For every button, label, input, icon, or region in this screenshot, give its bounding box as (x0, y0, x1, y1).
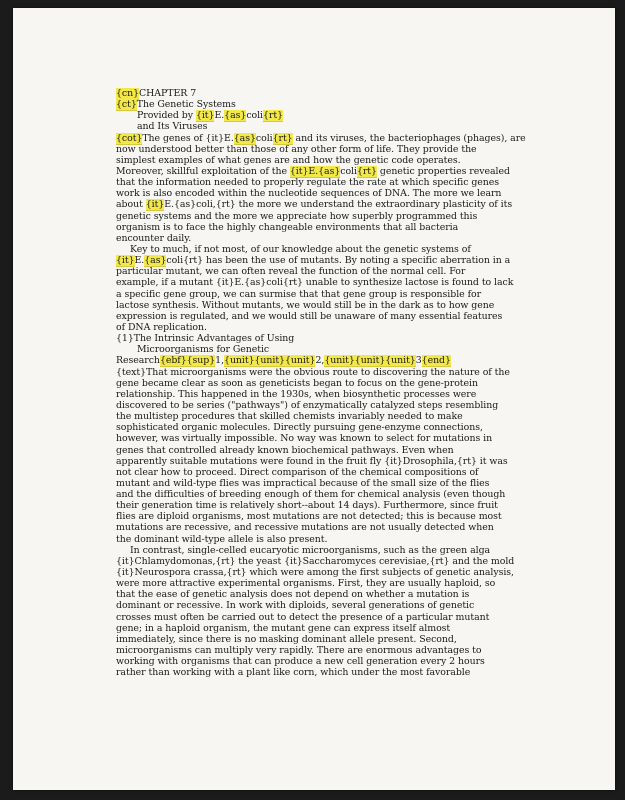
paragraph-line: Key to much, if not most, of our knowledge about the genetic systems of (130, 243, 471, 255)
text-run: E.{as}coli,{rt} the more we understand the extraordinary plasticity of its (164, 199, 513, 211)
paragraph-line: of DNA replication. (116, 321, 207, 333)
text-run: coli{rt} has been the use of mutants. By noting a specific aberration in a (166, 255, 511, 267)
paragraph-line: not clear how to proceed. Direct comparison of the chemical compositions of (116, 466, 479, 478)
paragraph-line: were more attractive experimental organisms. First, they are usually haploid, so (116, 578, 496, 590)
text-run: coli (340, 165, 357, 177)
paragraph-line: discovered to be series ("pathways") of enzymatically catalyzed steps resembling (116, 399, 499, 411)
paragraph-line: organism is to face the highly changeable environments that all bacteria (116, 221, 459, 233)
code-highlight: {it} (195, 110, 215, 122)
paragraph-line: immediately, since there is no masking dominant allele present. Second, (116, 633, 457, 645)
paragraph-line: apparently suitable mutations were found in the fruit fly {it}Drosophila,{rt} it was (116, 455, 508, 467)
chapter-title-line (116, 99, 536, 110)
text-run: 2, (315, 355, 325, 367)
paragraph-line: {text}That microorganisms were the obvious route to discovering the nature of the (116, 366, 510, 378)
section-heading-line: Microorganisms for Genetic (137, 344, 270, 356)
paragraph-line: example, if a mutant {it}E.{as}coli{rt} unable to synthesize lactose is found to lack (116, 277, 514, 289)
paragraph-line: {it}Chlamydomonas,{rt} the yeast {it}Saccharomyces cerevisiae,{rt} and the mold (116, 555, 515, 567)
text-run: genetic properties revealed (376, 165, 510, 177)
paragraph-line: a specific gene group, we can surmise that that gene group is responsible for (116, 288, 482, 300)
code-highlight: {rt} (272, 132, 293, 144)
paper-sheet (13, 8, 615, 790)
code-highlight: {rt} (356, 165, 377, 177)
paragraph-line: gene; in a haploid organism, the mutant gene can express itself almost (116, 622, 451, 634)
paragraph-line: work is also encoded within the nucleotide sequences of DNA. The more we learn (116, 188, 502, 200)
paragraph-line: crosses must often be carried out to detect the presence of a particular mutant (116, 611, 490, 623)
text-run: 1, (215, 355, 225, 367)
code-highlight: {rt} (263, 110, 283, 122)
paragraph-line: that the information needed to properly regulate the rate at which specific genes (116, 177, 500, 189)
paragraph-line (116, 255, 536, 266)
chapter-title-line-3: and Its Viruses (137, 121, 208, 133)
code-highlight: {as} (233, 132, 256, 144)
paragraph-line: genes that controlled already known biochemical pathways. Even when (116, 444, 454, 456)
chapter-label: CHAPTER 7 (139, 88, 197, 99)
paragraph-line: lactose synthesis. Without mutants, we would still be in the dark as to how gene (116, 299, 495, 311)
text-run: The genes of {it}E. (142, 132, 234, 144)
text-run: and its viruses, the bacteriophages (phages), are (292, 132, 526, 144)
text-run: coli (255, 132, 273, 144)
paragraph-line: In contrast, single-celled eucaryotic microorganisms, such as the green alga (130, 544, 491, 556)
manuscript-text (116, 88, 536, 678)
title-text: E. (214, 110, 225, 122)
code-highlight: {end} (421, 355, 451, 367)
paragraph-line (116, 133, 536, 144)
paragraph-line: the multistep procedures that skilled chemists invariably needed to make (116, 411, 463, 423)
paragraph-line (116, 199, 536, 210)
paragraph-line: mutations are recessive, and recessive mutations are not usually detected when (116, 522, 494, 534)
text-run: Moreover, skillful exploitation of the (116, 165, 290, 177)
text-run: Research (116, 355, 160, 367)
chapter-number-line (116, 88, 536, 99)
code-highlight: {as} (224, 110, 247, 122)
section-heading-line: {1}The Intrinsic Advantages of Using (116, 333, 295, 345)
paragraph-line: expression is regulated, and we would still be unaware of many essential features (116, 310, 503, 322)
section-heading-line (116, 355, 536, 366)
code-highlight: {ct} (116, 99, 137, 111)
code-highlight: {it}E.{as} (289, 165, 341, 177)
code-highlight: {cot} (116, 132, 143, 144)
text-run: 3 (415, 355, 422, 367)
paragraph-line: the dominant wild-type allele is also present. (116, 533, 328, 545)
code-highlight: {ebf}{sup} (159, 355, 216, 367)
paragraph-line: relationship. This happened in the 1930s, when biosynthetic processes were (116, 388, 477, 400)
code-highlight: {unit}{unit}{unit} (224, 355, 316, 367)
paragraph-line: mutant and wild-type flies was impractical because of the small size of the flies (116, 477, 490, 489)
paragraph-line: their generation time is relatively short--about 14 days). Furthermore, since fruit (116, 500, 498, 512)
text-run: about (116, 199, 146, 211)
code-highlight: {unit}{unit}{unit} (324, 355, 416, 367)
title-text: Provided by (137, 110, 196, 122)
paragraph-line: dominant or recessive. In work with diploids, several generations of genetic (116, 600, 475, 612)
paragraph-line: encounter daily. (116, 232, 192, 244)
paragraph-line: simplest examples of what genes are and how the genetic code operates. (116, 154, 461, 166)
code-highlight: {cn} (116, 88, 140, 99)
code-highlight: {it} (145, 199, 165, 211)
paragraph-line: genetic systems and the more we appreciate how superbly programmed this (116, 210, 478, 222)
paragraph-line: rather than working with a plant like corn, which under the most favorable (116, 667, 471, 679)
paragraph-line: gene became clear as soon as geneticists began to focus on the gene-protein (116, 377, 478, 389)
paragraph-line: now understood better than those of any other form of life. They provide the (116, 143, 477, 155)
paragraph-line: and the difficulties of breeding enough of them for chemical analysis (even though (116, 489, 506, 501)
paragraph-line: working with organisms that can produce a new cell generation every 2 hours (116, 656, 485, 668)
paragraph-line: {it}Neurospora crassa,{rt} which were among the first subjects of genetic analysis, (116, 567, 514, 579)
text-run: E. (134, 255, 145, 267)
chapter-title: The Genetic Systems (136, 99, 236, 111)
code-highlight: {as} (144, 255, 167, 267)
paragraph-line: flies are diploid organisms, most mutations are not detected; this is because most (116, 511, 502, 523)
paragraph-line: microorganisms can multiply very rapidly. There are enormous advantages to (116, 645, 482, 657)
chapter-title-line-2 (116, 110, 536, 121)
title-text: coli (246, 110, 264, 122)
paragraph-line: sophisticated organic molecules. Directly pursuing gene-enzyme connections, (116, 422, 483, 434)
paragraph-line (116, 166, 536, 177)
paragraph-line: particular mutant, we can often reveal the function of the normal cell. For (116, 266, 466, 278)
paragraph-line: however, was virtually impossible. No way was known to select for mutations in (116, 433, 493, 445)
paragraph-line: that the ease of genetic analysis does not depend on whether a mutation is (116, 589, 470, 601)
code-highlight: {it} (116, 255, 135, 267)
